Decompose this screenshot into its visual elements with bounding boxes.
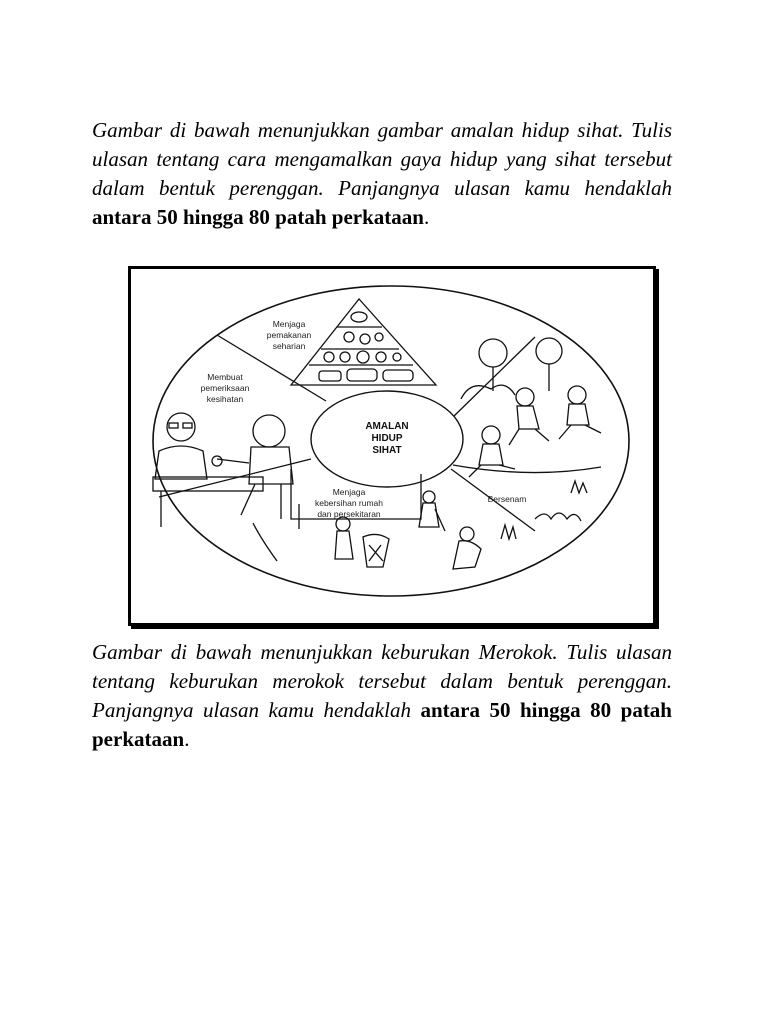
instruction-paragraph-healthy-living (92, 116, 672, 232)
word-count-requirement: antara 50 hingga 80 patah perkataan (92, 698, 672, 751)
center-label-line-1: AMALAN (365, 421, 409, 432)
label-checkup-2: pemeriksaan (200, 383, 250, 393)
label-checkup-1: Membuat (207, 372, 243, 382)
food-pyramid-icon (291, 299, 436, 385)
label-checkup-3: kesihatan (206, 394, 244, 404)
exercise-icon (453, 338, 601, 521)
label-clean-3: dan persekitaran (317, 509, 381, 519)
instruction-text: Gambar di bawah menunjukkan gambar amalan hidup sihat. Tulis ulasan tentang cara mengamalkan gaya hidup yang sihat tersebut dalam bentuk perenggan. Panjangnya ulasan kamu hendaklah (92, 118, 672, 200)
doctor-checkup-icon (153, 413, 293, 561)
healthy-living-illustration (128, 266, 656, 626)
label-food-3: seharian (272, 341, 306, 351)
word-count-requirement: antara 50 hingga 80 patah perkataan (92, 205, 424, 229)
period: . (184, 727, 190, 751)
instruction-text: Gambar di bawah menunjukkan keburukan Merokok. Tulis ulasan tentang keburukan merokok tersebut dalam bentuk perenggan. Panjangnya ulasan kamu hendaklah (92, 640, 672, 722)
label-food-2: pemakanan (266, 330, 312, 340)
label-clean-2: kebersihan rumah (314, 498, 384, 508)
label-exercise: Bersenam (487, 494, 527, 504)
center-label-line-2: HIDUP (371, 433, 403, 444)
label-food-1: Menjaga (272, 319, 306, 329)
instruction-paragraph-smoking (92, 638, 672, 754)
center-label-line-3: SIHAT (372, 445, 402, 456)
illustration-svg (131, 269, 653, 623)
label-clean-1: Menjaga (332, 487, 366, 497)
period: . (423, 205, 430, 229)
